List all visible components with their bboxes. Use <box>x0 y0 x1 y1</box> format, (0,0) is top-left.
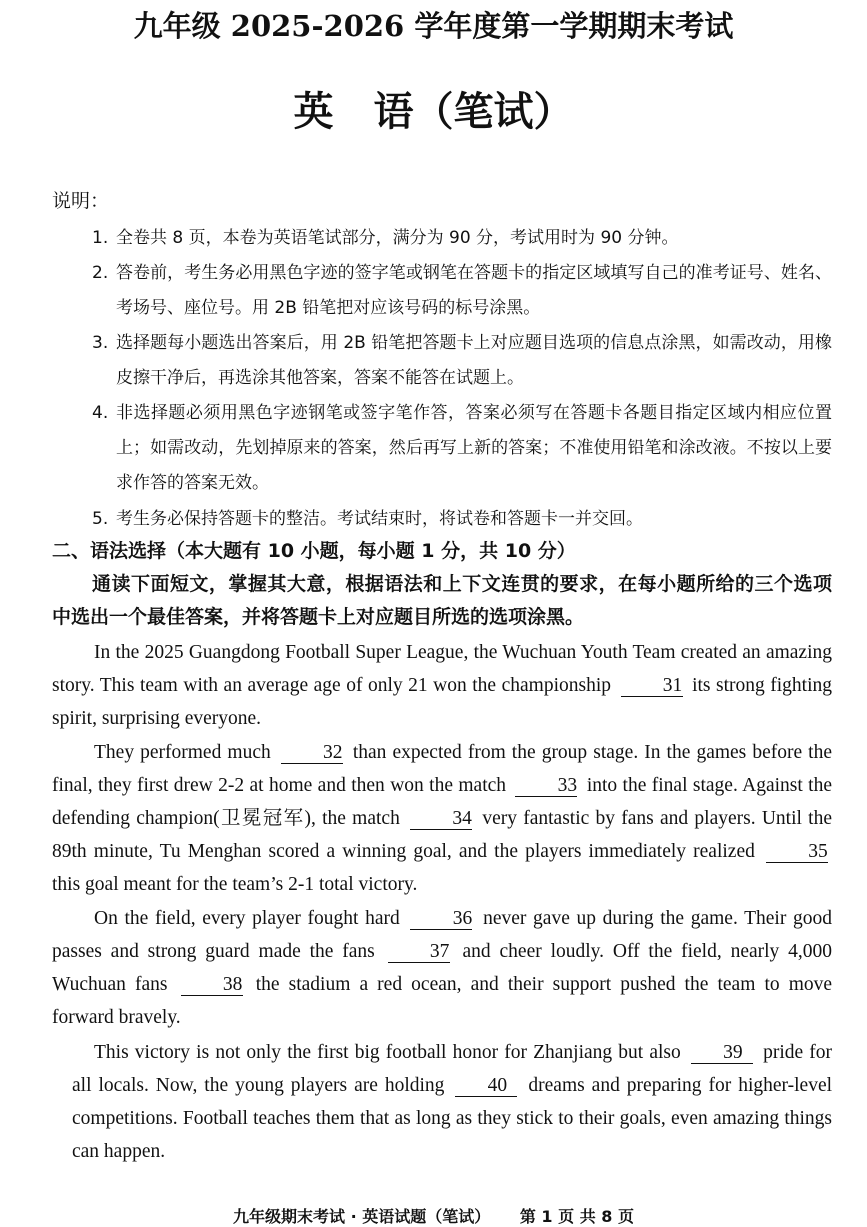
passage-text: than expected from the group stage. In the games before the final, they first drew 2-2 at home and then won the match <box>52 742 832 796</box>
section-title: 二、语法选择（本大题有 10 小题，每小题 1 分，共 10 分） <box>52 540 576 562</box>
note-number: 1. <box>92 228 109 248</box>
section-instruction: 通读下面短文，掌握其大意，根据语法和上下文连贯的要求，在每小题所给的三个选项中选出一个最佳答案，并将答题卡上对应题目所选的选项涂黑。 <box>52 573 832 628</box>
note-text: 全卷共 8 页，本卷为英语笔试部分，满分为 90 分，考试用时为 90 分钟。 <box>116 228 679 248</box>
passage-text: its strong fighting spirit, surprising everyone. <box>52 675 833 729</box>
subject-title: 英 语（笔试） <box>293 88 574 135</box>
note-item-1 <box>92 221 832 256</box>
passage-text: pride for all locals. Now, the young players are holding <box>72 1042 833 1096</box>
footer-exam-name: 九年级期末考试 · 英语试题（笔试） <box>233 1207 491 1226</box>
passage-text: On the field, every player fought hard <box>94 908 400 929</box>
passage-text: the stadium a red ocean, and their support pushed the team to move forward bravely. <box>52 974 833 1028</box>
note-number: 3. <box>92 333 109 353</box>
notes-heading: 说明： <box>52 190 110 212</box>
blank-39: 39 <box>691 1043 753 1064</box>
page-footer <box>0 1204 867 1227</box>
passage-text: this goal meant for the team’s 2-1 total victory. <box>52 874 418 895</box>
passage-paragraph-3 <box>52 902 832 1034</box>
note-text: 非选择题必须用黑色字迹钢笔或签字笔作答，答案必须写在答题卡各题目指定区域内相应位置上；如需改动，先划掉原来的答案，然后再写上新的答案；不准使用铅笔和涂改液。不按以上要求作答的答案无效。 <box>116 403 832 493</box>
blank-34: 34 <box>410 809 472 830</box>
passage-text: In the 2025 Guangdong Football Super League, the Wuchuan Youth Team created an amazing story. This team with an average age of only 21 won the championship <box>52 642 832 696</box>
blank-36: 36 <box>410 909 472 930</box>
passage-paragraph-1 <box>52 636 832 735</box>
passage-text: into the final stage. Against the defending champion(卫冕冠军), the match <box>52 775 832 829</box>
passage-text: never gave up during the game. Their good passes and strong guard made the fans <box>52 908 832 962</box>
passage-text: very fantastic by fans and players. Until the 89th minute, Tu Menghan scored a winning goal, and the players immediately realized <box>52 808 833 862</box>
blank-32: 32 <box>281 743 343 764</box>
note-item-5 <box>92 502 832 537</box>
blank-35: 35 <box>766 842 828 863</box>
blank-37: 37 <box>388 942 450 963</box>
passage-paragraph-4 <box>72 1036 832 1168</box>
passage-text: and cheer loudly. Off the field, nearly 4,000 Wuchuan fans <box>52 941 833 995</box>
footer-page-number: 第 1 页 共 8 页 <box>519 1207 634 1226</box>
note-number: 4. <box>92 403 109 423</box>
blank-38: 38 <box>181 975 243 996</box>
passage-text: They performed much <box>94 742 271 763</box>
passage-text: This victory is not only the first big football honor for Zhanjiang but also <box>94 1042 681 1063</box>
note-item-2 <box>92 256 832 326</box>
note-text: 答卷前，考生务必用黑色字迹的签字笔或钢笔在答题卡的指定区域填写自己的准考证号、姓名、考场号、座位号。用 2B 铅笔把对应该号码的标号涂黑。 <box>116 263 832 318</box>
note-text: 考生务必保持答题卡的整洁。考试结束时，将试卷和答题卡一并交回。 <box>116 509 643 529</box>
exam-title: 九年级 2025-2026 学年度第一学期期末考试 <box>133 9 734 43</box>
note-item-4 <box>92 396 832 501</box>
blank-31: 31 <box>621 676 683 697</box>
blank-40: 40 <box>455 1076 517 1097</box>
passage-text: dreams and preparing for higher-level competitions. Football teaches them that as long as they stick to their goals, even amazing things can happen. <box>72 1075 833 1162</box>
blank-33: 33 <box>515 776 577 797</box>
note-text: 选择题每小题选出答案后，用 2B 铅笔把答题卡上对应题目选项的信息点涂黑，如需改动，用橡皮擦干净后，再选涂其他答案，答案不能答在试题上。 <box>116 333 832 388</box>
note-number: 2. <box>92 263 109 283</box>
passage-paragraph-2 <box>52 736 832 901</box>
note-item-3 <box>92 326 832 396</box>
note-number: 5. <box>92 509 109 529</box>
